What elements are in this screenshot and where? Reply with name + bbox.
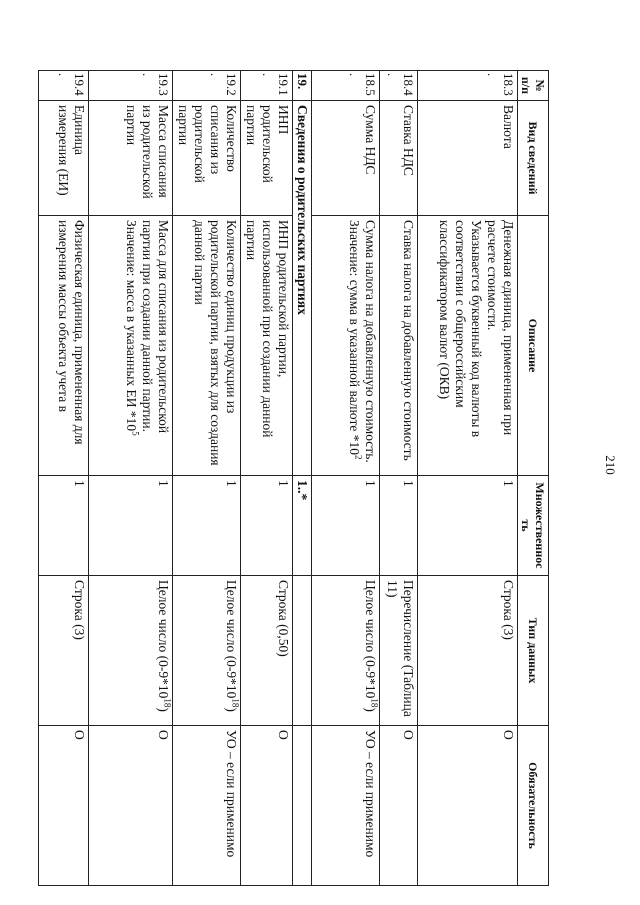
header-multiplicity: Множественность <box>518 476 549 576</box>
table-row <box>89 71 173 886</box>
row-kind: Валюта <box>418 101 518 216</box>
row-data-type-text: Целое число (0-9*10 <box>156 580 171 699</box>
row-description-part <box>123 220 139 471</box>
table-header-row <box>518 71 549 886</box>
row-multiplicity: 1 <box>418 476 518 576</box>
superscript: 5 <box>130 431 141 436</box>
table-row <box>380 71 418 886</box>
row-kind: Масса списания из родительской партии <box>89 101 173 216</box>
superscript: 18 <box>230 698 241 708</box>
row-mandatory: О <box>380 726 418 886</box>
row-data-type: Перечисление (Таблица 11) <box>380 576 418 726</box>
table-row <box>312 71 380 886</box>
superscript: 2 <box>353 454 364 460</box>
row-number: 18.4. <box>380 71 418 101</box>
rotated-table-region <box>43 70 549 885</box>
row-description-part: Указывается буквенный код валюты в соответствии с общероссийским классификатором валют (ОКВ) <box>437 220 484 438</box>
table-row <box>39 71 89 886</box>
row-data-type <box>89 576 173 726</box>
row-description: Количество единиц продукции из родительской партии, взятых для создания данной партии <box>173 216 241 476</box>
row-number: 18.5. <box>312 71 380 101</box>
row-description <box>418 216 518 476</box>
row-description <box>89 216 173 476</box>
row-data-type: Строка (0,50) <box>241 576 293 726</box>
row-kind: ИНП родительской партии <box>241 101 293 216</box>
table-row <box>418 71 518 886</box>
row-kind: Единица измерения (ЕИ) <box>39 101 89 216</box>
row-number: 18.3. <box>418 71 518 101</box>
row-number: 19.2. <box>173 71 241 101</box>
row-description-part: Масса для списания из родительской партии при создании данной партии. <box>140 220 171 434</box>
row-data-type-end: ) <box>156 707 171 712</box>
row-data-type <box>173 576 241 726</box>
section-empty <box>293 576 312 726</box>
row-multiplicity: 1 <box>173 476 241 576</box>
row-kind: Сумма НДС <box>312 101 380 216</box>
superscript: 18 <box>369 698 380 708</box>
row-description-part <box>346 220 362 471</box>
row-data-type-text: Целое число (0-9*10 <box>363 580 378 699</box>
row-kind: Ставка НДС <box>380 101 418 216</box>
row-description: Ставка налога на добавленную стоимость <box>380 216 418 476</box>
row-description: ИНП родительской партии, использованной при создании данной партии <box>241 216 293 476</box>
row-data-type-end: ) <box>363 707 378 712</box>
data-table <box>38 70 549 886</box>
section-row <box>293 71 312 886</box>
header-data-type: Тип данных <box>518 576 549 726</box>
row-mandatory: УО – если применимо <box>173 726 241 886</box>
row-multiplicity: 1 <box>89 476 173 576</box>
table-row <box>241 71 293 886</box>
row-number: 19.4. <box>39 71 89 101</box>
row-number: 19.1. <box>241 71 293 101</box>
row-mandatory: О <box>241 726 293 886</box>
row-data-type: Строка (3) <box>39 576 89 726</box>
row-data-type: Строка (3) <box>418 576 518 726</box>
header-description: Описание <box>518 216 549 476</box>
row-description-part: Денежная единица, примененная при расчете стоимости. <box>485 220 516 436</box>
header-mandatory: Обязательность <box>518 726 549 886</box>
row-data-type-text: Целое число (0-9*10 <box>224 580 239 699</box>
section-empty <box>293 726 312 886</box>
section-multiplicity: 1..* <box>293 476 312 576</box>
section-number: 19. <box>293 71 312 101</box>
header-kind: Вид сведений <box>518 101 549 216</box>
row-data-type <box>312 576 380 726</box>
superscript: 18 <box>162 698 173 708</box>
row-mandatory: УО – если применимо <box>312 726 380 886</box>
header-number: № п/п <box>518 71 549 101</box>
row-description-part: Сумма налога на добавленную стоимость. <box>363 220 378 463</box>
section-title: Сведения о родительских партиях <box>293 101 312 476</box>
table-row <box>173 71 241 886</box>
row-number: 19.3. <box>89 71 173 101</box>
page-number: 210 <box>603 455 618 475</box>
row-mandatory: О <box>418 726 518 886</box>
row-multiplicity: 1 <box>241 476 293 576</box>
row-multiplicity: 1 <box>380 476 418 576</box>
row-description-text: Значение: сумма в указанной валюте *10 <box>347 220 362 455</box>
row-description-text: Значение: масса в указанных ЕИ *10 <box>124 220 139 432</box>
row-mandatory: О <box>89 726 173 886</box>
row-description <box>312 216 380 476</box>
row-multiplicity: 1 <box>312 476 380 576</box>
row-kind: Количество списания из родительской партии <box>173 101 241 216</box>
row-data-type-end: ) <box>224 707 239 712</box>
row-mandatory: О <box>39 726 89 886</box>
row-description: Физическая единица, примененная для измерения массы объекта учета в <box>39 216 89 476</box>
row-multiplicity: 1 <box>39 476 89 576</box>
